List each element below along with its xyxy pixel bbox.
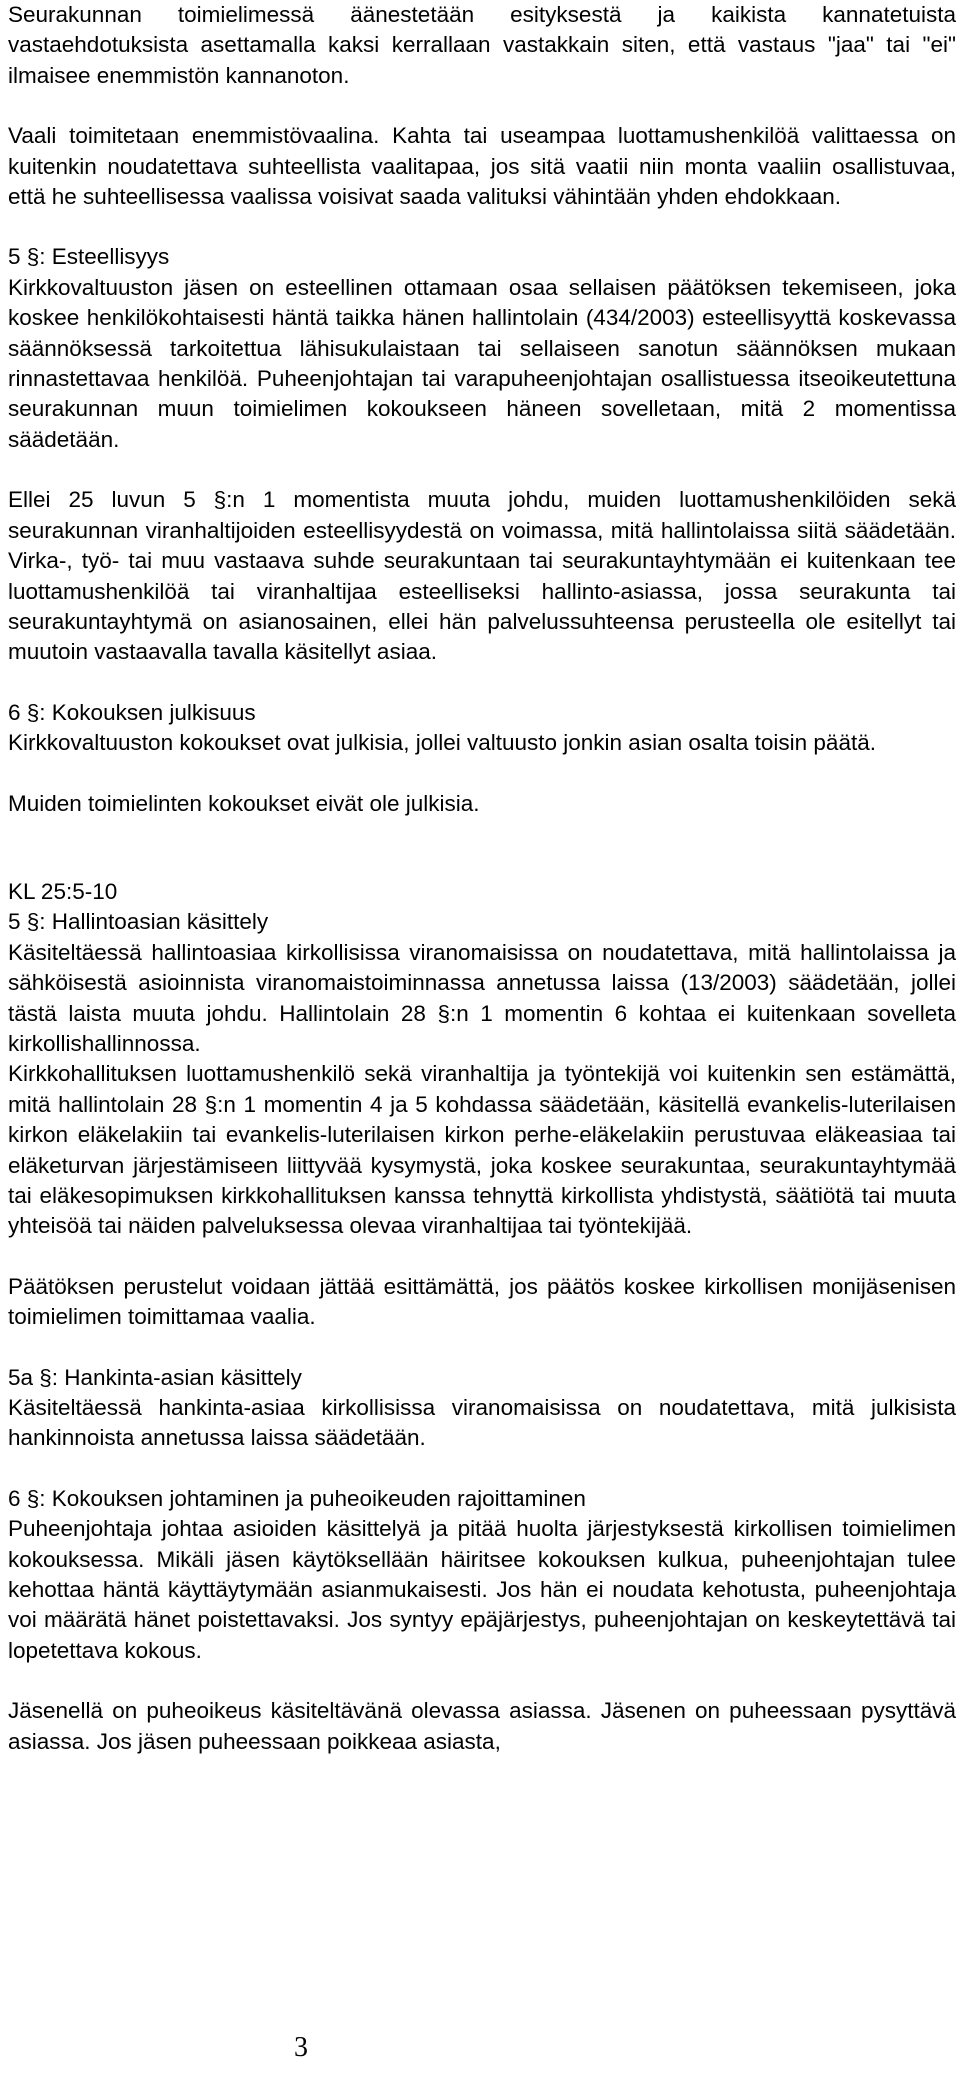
section-heading-esteellisyys: 5 §: Esteellisyys <box>8 244 170 270</box>
section-heading-julkisuus: 6 §: Kokouksen julkisuus <box>8 699 256 725</box>
paragraph-administrative-matter: Käsiteltäessä hallintoasiaa kirkollisissa viranomaisissa on noudatettava, mitä hallintolaissa ja sähköisestä asioinnista viranomaistoiminnassa annetussa laissa (13/2003) säädetään, jollei tästä laista muuta johdu. Hallintolain 28 §:n 1 momentin 6 kohtaa ei kuitenkaan sovelleta kirkollishallinnossa. <box>8 939 956 1056</box>
paragraph-disqualification-other: Ellei 25 luvun 5 §:n 1 momentista muuta johdu, muiden luottamushenkilöiden sekä seurakunnan viranhaltijoiden esteellisyydestä on voimassa, mitä hallintolaissa siitä säädetään. Virka-, työ- tai muu vastaava suhde seurakuntaan tai seurakuntayhtymään ei kuitenkaan tee luottamushenkilöä tai viranhaltijaa esteelliseksi hallinto-asiassa, jossa seurakunta tai seurakuntayhtymä on asianosainen, ellei hän palvelussuhteensa perusteella ole esitellyt tai muutoin vastaavalla tavalla käsitellyt asiaa. <box>8 487 956 665</box>
paragraph-election: Vaali toimitetaan enemmistövaalina. Kahta tai useampaa luottamushenkilöä valittaessa on kuitenkin noudatettava suhteellista vaalitapaa, jos sitä vaatii niin monta vaaliin osallistuvaa, että he suhteellisessa vaalissa voisivat saada valituksi vähintään yhden ehdokkaan. <box>8 123 956 210</box>
paragraph-right-to-speak: Jäsenellä on puheoikeus käsiteltävänä olevassa asiassa. Jäsenen on puheessaan pysyttävä asiassa. Jos jäsen puheessaan poikkeaa asiasta, <box>8 1698 956 1754</box>
document-body <box>8 0 956 1757</box>
page-number: 3 <box>294 2032 308 2063</box>
section-heading-kokouksen-johtaminen: 6 §: Kokouksen johtaminen ja puheoikeuden rajoittaminen <box>8 1485 586 1511</box>
paragraph-voting: Seurakunnan toimielimessä äänestetään esityksestä ja kaikista kannatetuista vastaehdotuksista asettamalla kaksi kerrallaan vastakkain siten, että vastaus "jaa" tai "ei" ilmaisee enemmistön kannanoton. <box>8 2 956 88</box>
paragraph-public-meetings: Kirkkovaltuuston kokoukset ovat julkisia, jollei valtuusto jonkin asian osalta toisin päätä. <box>8 730 876 756</box>
paragraph-chairing: Puheenjohtaja johtaa asioiden käsittelyä ja pitää huolta järjestyksestä kirkollisen toimielimen kokouksessa. Mikäli jäsen käytöksellään häiritsee kokouksen kulkua, puheenjohtajan tulee kehottaa häntä käyttäytymään asianmukaisesti. Jos hän ei noudata kehotusta, puheenjohtaja voi määrätä hänet poistettavaksi. Jos syntyy epäjärjestys, puheenjohtajan on keskeytettävä tai lopetettava kokous. <box>8 1516 956 1663</box>
paragraph-decision-grounds: Päätöksen perustelut voidaan jättää esittämättä, jos päätös koskee kirkollisen monijäsenisen toimielimen toimittamaa vaalia. <box>8 1273 956 1330</box>
paragraph-non-public-meetings: Muiden toimielinten kokoukset eivät ole julkisia. <box>8 790 480 816</box>
law-reference: KL 25:5-10 <box>8 878 118 904</box>
paragraph-procurement: Käsiteltäessä hankinta-asiaa kirkollisissa viranomaisissa on noudatettava, mitä julkisista hankinnoista annetussa laissa säädetään. <box>8 1395 956 1451</box>
section-heading-hallintoasia: 5 §: Hallintoasian käsittely <box>8 909 269 935</box>
section-heading-hankinta: 5a §: Hankinta-asian käsittely <box>8 1364 302 1390</box>
paragraph-disqualification: Kirkkovaltuuston jäsen on esteellinen ottamaan osaa sellaisen päätöksen tekemiseen, joka koskee henkilökohtaisesti häntä taikka hänen hallintolain (434/2003) esteellisyyttä koskevassa säännöksessä tarkoitettua lähisukulaistaan tai sellaiseen sanotun säännöksen mukaan rinnastettavaa henkilöä. Puheenjohtajan tai varapuheenjohtajan osallistuessa itseoikeutettuna seurakunnan muun toimielimen kokoukseen häneen sovelletaan, mitä 2 momentissa säädetään. <box>8 274 956 452</box>
paragraph-church-board: Kirkkohallituksen luottamushenkilö sekä viranhaltija ja työntekijä voi kuitenkin sen estämättä, mitä hallintolain 28 §:n 1 momentin 4 ja 5 kohdassa säädetään, käsitellä evankelis-luterilaisen kirkon eläkelakiin tai evankelis-luterilaisen kirkon perhe-eläkelakiin perustuvaa eläkeasiaa tai eläketurvan järjestämiseen liittyvää kysymystä, joka koskee seurakuntaa, seurakuntayhtymää tai eläkesopimuksen kirkkohallituksen kanssa tehnyttä kirkollista yhdistystä, säätiötä tai muuta yhteisöä tai näiden palveluksessa olevaa viranhaltijaa tai työntekijää. <box>8 1061 956 1239</box>
